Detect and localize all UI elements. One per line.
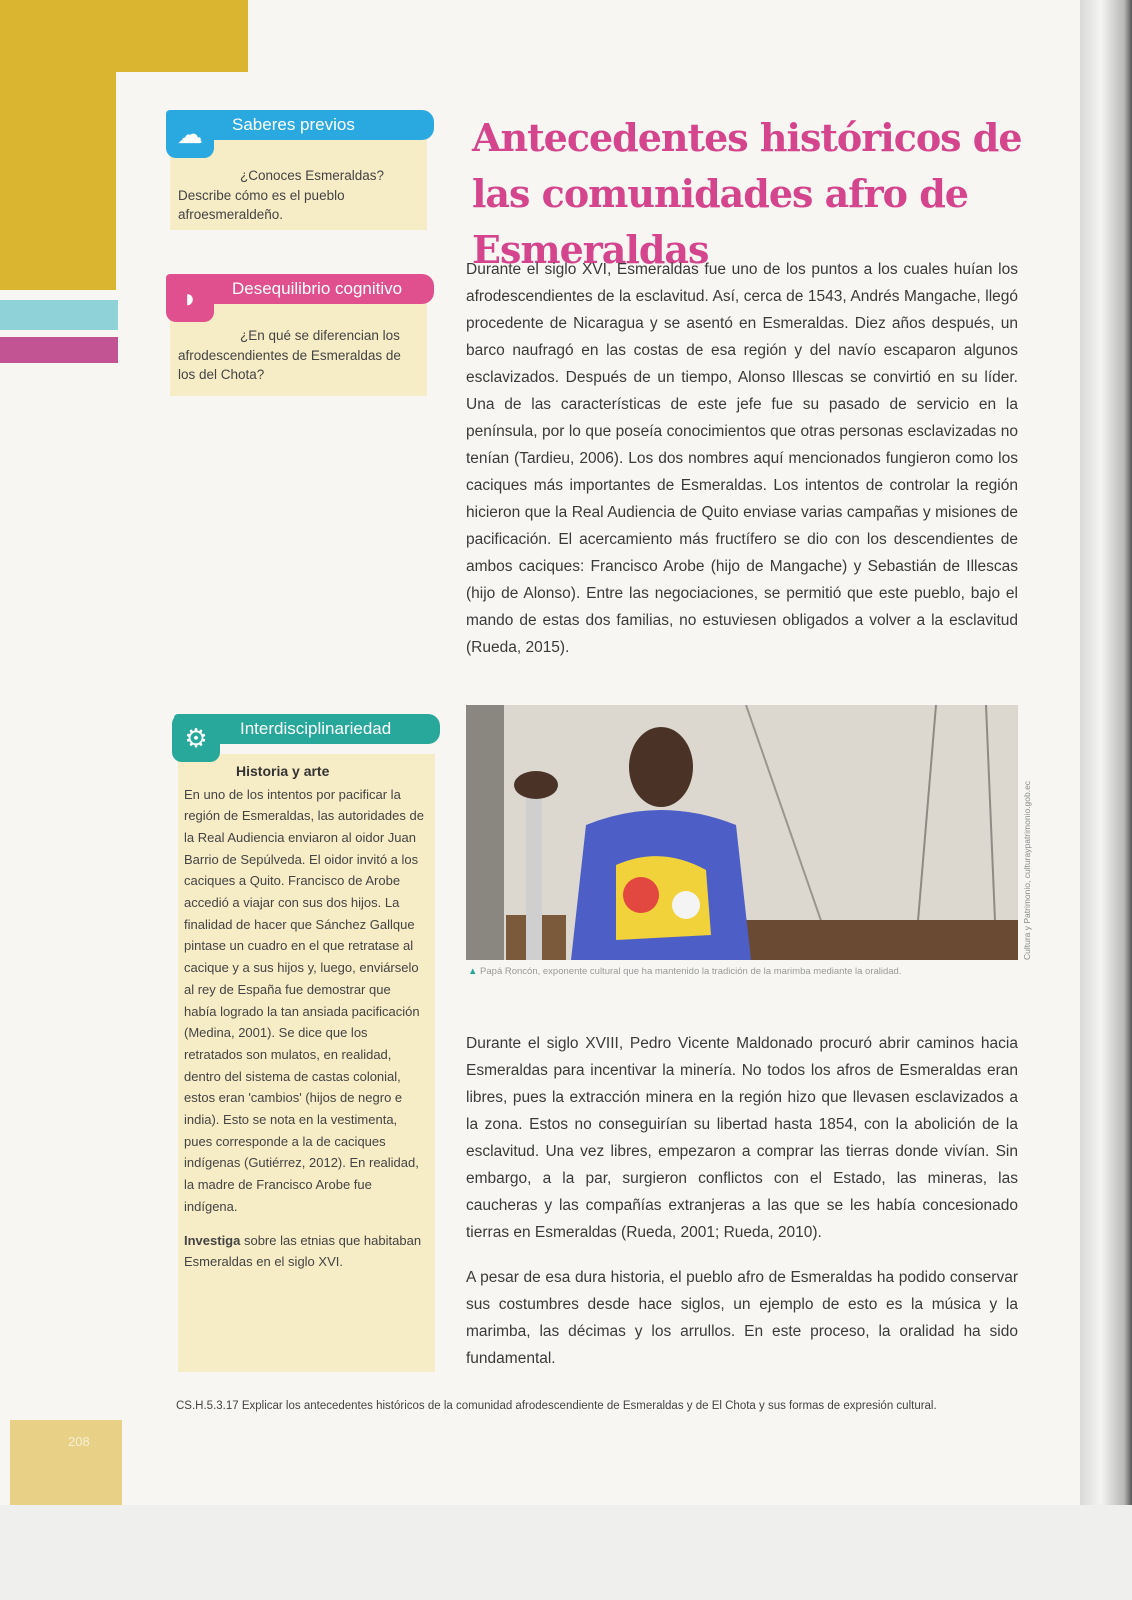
page-title: Antecedentes históricos de las comunidades afro de Esmeraldas [472, 115, 1022, 272]
investiga-text: sobre las etnias que habitaban Esmeraldas en el siglo XVI. [184, 1232, 422, 1270]
investiga-label: Investiga [184, 1232, 241, 1248]
scan-bottom-margin [0, 1505, 1132, 1600]
corner-decoration-yellow-left [0, 72, 116, 290]
cloud-icon: ☁ [166, 110, 214, 158]
photo-illustration [466, 705, 1018, 960]
saberes-previos-title: Saberes previos [232, 115, 355, 134]
photo-credit: Cultura y Patrimonio, culturaypatrimonio.gob.ec [1022, 780, 1032, 960]
body-paragraph-3: A pesar de esa dura historia, el pueblo afro de Esmeraldas ha podido conservar sus costumbres desde hace siglos, un ejemplo de esto es la música y la marimba, las décimas y los arrullos. En este proceso, la oralidad ha sido fundamental. [466, 1269, 1018, 1367]
gears-icon: ⚙ [172, 714, 220, 762]
corner-stripe-cyan [0, 300, 118, 330]
corner-decoration-yellow [0, 0, 248, 72]
corner-stripe-magenta [0, 337, 118, 363]
saberes-previos-text: ¿Conoces Esmeraldas? Describe cómo es el pueblo afroesmeraldeño. [178, 168, 385, 222]
desequilibrio-cognitivo-title: Desequilibrio cognitivo [232, 279, 403, 298]
interdisciplinariedad-box [178, 754, 435, 1372]
caption-text: Papá Roncón, exponente cultural que ha mantenido la tradición de la marimba mediante la oralidad. [480, 966, 902, 977]
investiga-prompt [184, 1230, 425, 1273]
body-paragraph-2: Durante el siglo XVIII, Pedro Vicente Maldonado procuró abrir caminos hacia Esmeraldas para incentivar la minería. No todos los afros de Esmeraldas eran libres, pues la extracción minera en la región hizo que llevasen esclavizados a la zona. Estos no conseguirían su libertad hasta 1854, con la abolición de la esclavitud. Una vez libres, empezaron a comprar las tierras donde vivían. Sin embargo, a la par, surgieron conflictos con el Estado, las mineras, las caucheras y las compañías extranjeras a las que se les había concesionado tierras en Esmeraldas (Rueda, 2001; Rueda, 2010). [466, 1035, 1018, 1241]
curriculum-standard-footer: CS.H.5.3.17 Explicar los antecedentes históricos de la comunidad afrodescendiente de Esmeraldas y de El Chota y sus formas de expresión cultural. [176, 1400, 937, 1412]
desequilibrio-cognitivo-text: ¿En qué se diferencian los afrodescendientes de Esmeraldas de los del Chota? [178, 328, 401, 382]
interdisciplinariedad-subheading: Historia y arte [236, 763, 330, 779]
interdisciplinariedad-title: Interdisciplinariedad [240, 719, 392, 738]
caption-triangle-icon: ▲ [468, 966, 478, 977]
book-spine [1080, 0, 1132, 1520]
photo-papa-roncon [466, 705, 1018, 960]
body-paragraph-1: Durante el siglo XVI, Esmeraldas fue uno de los puntos a los cuales huían los afrodescendientes de la esclavitud. Así, cerca de 1543, Andrés Mangache, llegó procedente de Nicaragua y se asentó en Esmeraldas. Diez años después, un barco naufragó en las costas de esa región y del navío escaparon algunos esclavizados. Después de un tiempo, Alonso Illescas se convirtió en su líder. Una de las características de este jefe fue su pasado de servicio en la península, por lo que poseía conocimientos que otras personas esclavizadas no tenían (Tardieu, 2006). Los dos nombres aquí mencionados fungieron como los caciques más importantes de Esmeraldas. Los intentos de controlar la región hicieron que la Real Audiencia de Quito enviase varias campañas y misiones de pacificación. El acercamiento más fructífero se dio con los descendientes de ambos caciques: Francisco Arobe (hijo de Mangache) y Sebastián de Illescas (hijo de Alonso). Entre las negociaciones, se permitió que este pueblo, bajo el mando de estas dos familias, no estuviesen obligados a volver a la esclavitud (Rueda, 2015). [466, 261, 1018, 656]
interdisciplinariedad-text: En uno de los intentos por pacificar la región de Esmeraldas, las autoridades de la Real Audiencia enviaron al oidor Juan Barrio de Sepúlveda. El oidor invitó a los caciques a Quito. Francisco de Arobe accedió a viajar con sus dos hijos. La finalidad de hacer que Sánchez Gallque pintase un cuadro en el que retratase al cacique y a sus hijos y, luego, enviárselo al rey de España fue demostrar que había logrado la tan ansiada pacificación (Medina, 2001). Se dice que los retratados son mulatos, en realidad, dentro del sistema de castas colonial, estos eran 'cambios' (hijos de negro e india). Esto se nota en la vestimenta, pues corresponde a la de caciques indígenas (Gutiérrez, 2012). En realidad, la madre de Francisco Arobe fue indígena. [184, 786, 424, 1214]
photo-caption [468, 965, 1016, 979]
head-profile-icon: ◗ [166, 274, 214, 322]
page-number: 208 [68, 1434, 90, 1449]
page-number-block [10, 1420, 122, 1510]
